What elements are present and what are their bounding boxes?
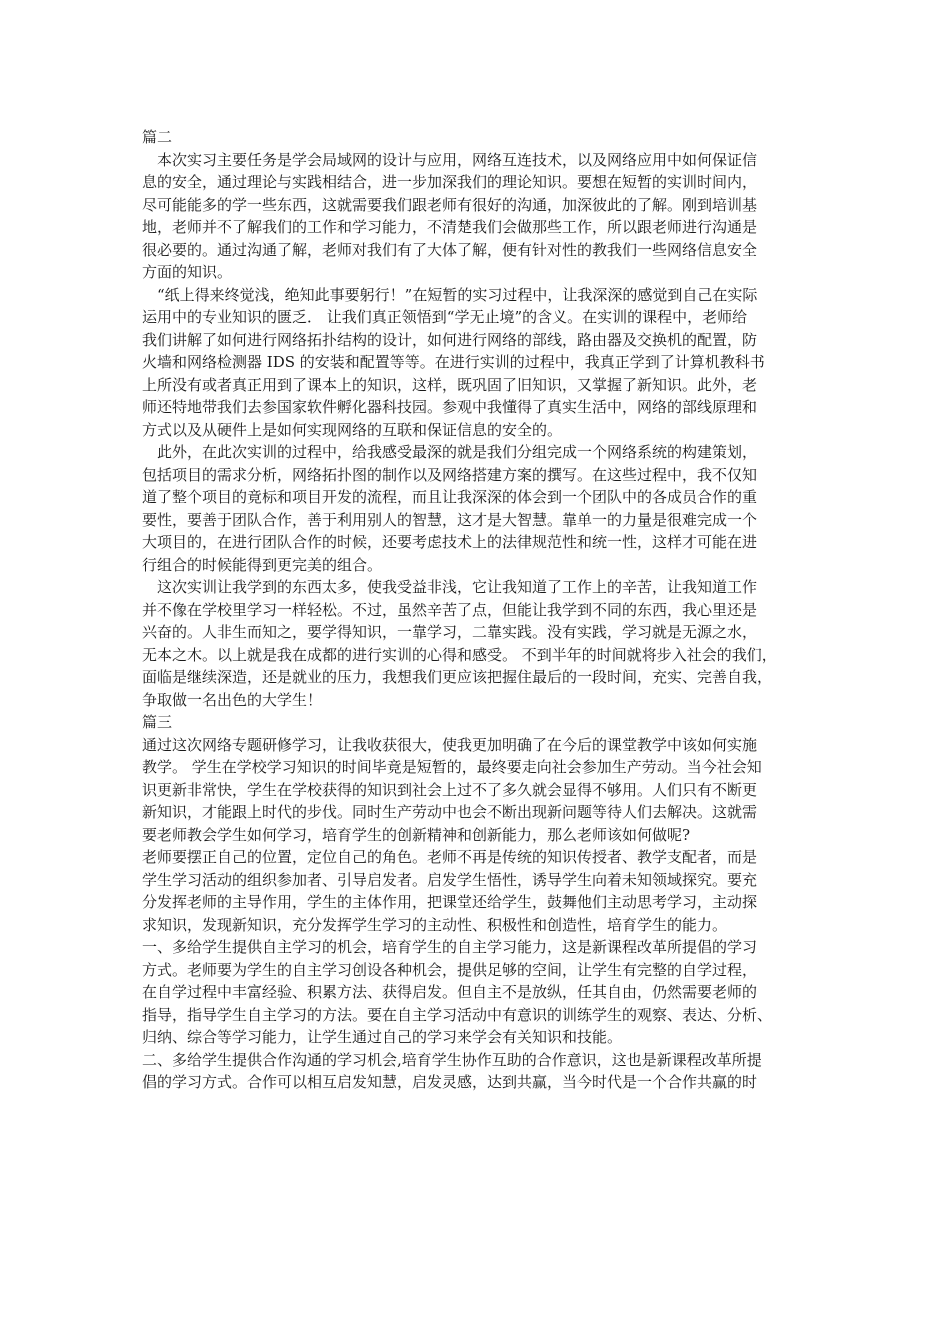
text-line: 师还特地带我们去参国家软件孵化器科技园。参观中我懂得了真实生活中，网络的部线原理和 xyxy=(142,398,758,416)
text-line: 无本之木。以上就是我在成都的进行实训的心得和感受。 不到半年的时间就将步入社会的我们， xyxy=(142,645,777,664)
text-line: “纸上得来终觉浅，绝知此事要躬行！”在短暂的实习过程中，让我深深的感觉到自己在实际 xyxy=(142,285,758,304)
text-line: 二、多给学生提供合作沟通的学习机会,培育学生协作互助的合作意识，这也是新课程改革所提 xyxy=(142,1050,762,1069)
text-line: 并不像在学校里学习一样轻松。不过，虽然辛苦了点，但能让我学到不同的东西，我心里还是 xyxy=(142,600,758,619)
text-line: 教学。 学生在学校学习知识的时间毕竟是短暂的，最终要走向社会参加生产劳动。当今社会知 xyxy=(142,758,762,776)
text-line: 运用中的专业知识的匮乏． 让我们真正领悟到“学无止境”的含义。在实训的课程中，老师给 xyxy=(142,308,748,326)
text-line: 识更新非常快，学生在学校获得的知识到社会上过不了多久就会显得不够用。人们只有不断更 xyxy=(142,780,758,799)
section-body xyxy=(142,149,832,712)
text-line: 在自学过程中丰富经验、积累方法、获得启发。但自主不是放纵，任其自由，仍然需要老师的 xyxy=(142,983,758,1001)
text-line: 要老师教会学生如何学习，培育学生的创新精神和创新能力，那么老师该如何做呢? xyxy=(142,825,691,844)
text-line: 很必要的。通过沟通了解，老师对我们有了大体了解，便有针对性的教我们一些网络信息安全 xyxy=(142,240,758,259)
text-line: 新知识，才能跟上时代的步伐。同时生产劳动中也会不断出现新问题等待人们去解决。这就需 xyxy=(142,803,758,821)
text-line: 火墙和网络检测器 IDS 的安装和配置等等。在进行实训的过程中，我真正学到了计算机教科书 xyxy=(142,353,765,371)
text-line: 包括项目的需求分析，网络拓扑图的制作以及网络搭建方案的撰写。在这些过程中，我不仅知 xyxy=(142,465,758,484)
text-line: 老师要摆正自己的位置，定位自己的角色。老师不再是传统的知识传授者、教学支配者，而是 xyxy=(142,848,758,866)
text-line: 本次实习主要任务是学会局域网的设计与应用，网络互连技术，以及网络应用中如何保证信 xyxy=(142,150,758,169)
text-line: 指导，指导学生自主学习的方法。要在自主学习活动中有意识的训练学生的观察、表达、分析、 xyxy=(142,1005,773,1024)
text-line: 学生学习活动的组织参加者、引导启发者。启发学生悟性，诱导学生向着未知领域探究。要充 xyxy=(142,870,758,889)
text-line: 这次实训让我学到的东西太多，使我受益非浅，它让我知道了工作上的辛苦，让我知道工作 xyxy=(142,578,758,596)
text-line: 道了整个项目的竟标和项目开发的流程，而且让我深深的体会到一个团队中的各成员合作的重 xyxy=(142,488,758,506)
text-line: 息的安全，通过理论与实践相结合，进一步加深我们的理论知识。要想在短暂的实训时间内， xyxy=(142,173,758,191)
text-line: 倡的学习方式。合作可以相互启发知慧，启发灵感，达到共赢，当今时代是一个合作共赢的时 xyxy=(142,1073,758,1091)
section-heading: 篇三 xyxy=(142,713,173,731)
text-line: 我们讲解了如何进行网络拓扑结构的设计，如何进行网络的部线，路由器及交换机的配置，防 xyxy=(142,330,758,349)
text-line: 争取做一名出色的大学生！ xyxy=(142,690,323,709)
text-line: 要性，要善于团队合作，善于利用别人的智慧，这才是大智慧。靠单一的力量是很难完成一个 xyxy=(142,510,758,529)
text-line: 方式。老师要为学生的自主学习创设各种机会，提供足够的空间，让学生有完整的自学过程， xyxy=(142,960,758,979)
text-line: 行组合的时候能得到更完美的组合。 xyxy=(142,555,383,574)
document-page xyxy=(142,126,832,1094)
text-line: 通过这次网络专题研修学习，让我收获很大，使我更加明确了在今后的课堂教学中该如何实施 xyxy=(142,735,758,754)
section-body xyxy=(142,734,832,1094)
text-line: 归纳、综合等学习能力，让学生通过自己的学习来学会有关知识和技能。 xyxy=(142,1028,623,1046)
text-line: 兴奋的。人非生而知之，要学得知识，一靠学习，二靠实践。没有实践，学习就是无源之水， xyxy=(142,623,758,641)
text-line: 方式以及从硬件上是如何实现网络的互联和保证信息的安全的。 xyxy=(142,420,563,439)
section-pian-er xyxy=(142,126,832,711)
section-heading: 篇二 xyxy=(142,128,173,146)
text-line: 大项目的，在进行团队合作的时候，还要考虑技术上的法律规范性和统一性，这样才可能在进 xyxy=(142,533,758,551)
text-line: 上所没有或者真正用到了课本上的知识，这样，既巩固了旧知识，又掌握了新知识。此外，老 xyxy=(142,375,758,394)
text-line: 尽可能能多的学一些东西，这就需要我们跟老师有很好的沟通，加深彼此的了解。刚到培训基 xyxy=(142,195,758,214)
text-line: 地，老师并不了解我们的工作和学习能力，不清楚我们会做那些工作，所以跟老师进行沟通是 xyxy=(142,218,758,236)
text-line: 面临是继续深造，还是就业的压力，我想我们更应该把握住最后的一段时间，充实、完善自我， xyxy=(142,668,773,686)
text-line: 分发挥老师的主导作用，学生的主体作用，把课堂还给学生，鼓舞他们主动思考学习，主动探 xyxy=(142,893,758,911)
text-line: 此外，在此次实训的过程中，给我感受最深的就是我们分组完成一个网络系统的构建策划， xyxy=(142,443,758,461)
text-line: 一、多给学生提供自主学习的机会，培育学生的自主学习能力，这是新课程改革所提倡的学习 xyxy=(142,938,758,956)
text-line: 求知识，发现新知识，充分发挥学生学习的主动性、积极性和创造性，培育学生的能力。 xyxy=(142,915,728,934)
section-pian-san xyxy=(142,711,832,1094)
text-line: 方面的知识。 xyxy=(142,263,233,281)
